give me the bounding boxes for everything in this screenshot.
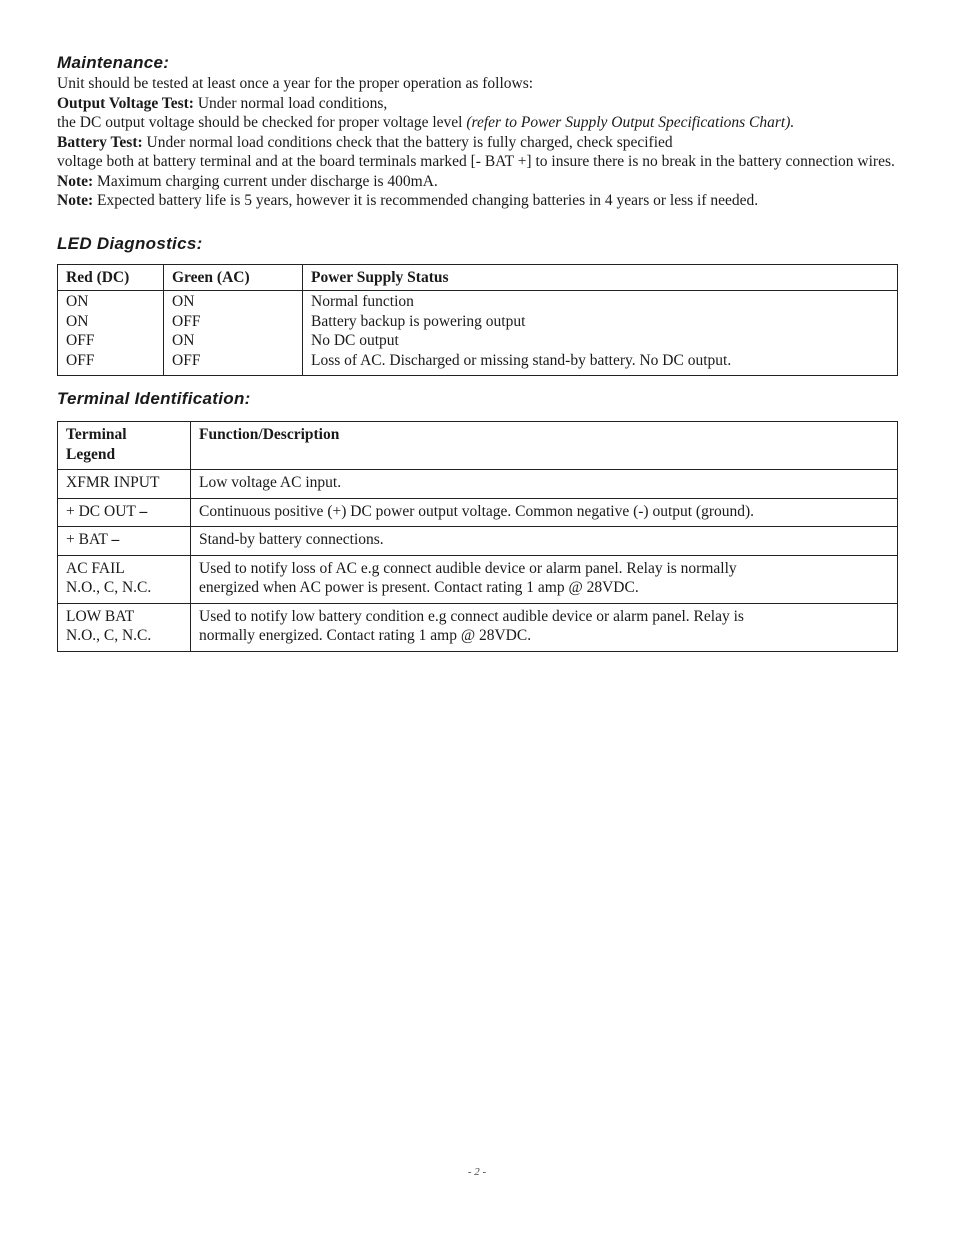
legend-line2: N.O., C, N.C.: [66, 579, 152, 596]
header-legend-line1: Terminal: [66, 426, 127, 443]
header-green-ac: Green (AC): [164, 264, 303, 291]
maintenance-intro: Unit should be tested at least once a year for the proper operation as follows:: [57, 75, 534, 92]
note-charging-current: [57, 172, 898, 192]
legend-line1: + DC OUT: [66, 502, 140, 520]
legend-line1: AC FAIL: [66, 559, 125, 577]
output-test-text: Under normal load conditions,: [193, 94, 388, 112]
battery-test-line2: voltage both at battery terminal and at the board terminals marked [- BAT +] to insure there is no break in the battery connection wires.: [57, 153, 895, 170]
header-red-dc: Red (DC): [58, 264, 164, 291]
green-ac-value: OFF: [172, 312, 201, 330]
terminal-legend-cell: [58, 470, 191, 499]
red-dc-value: ON: [66, 293, 89, 310]
description-line1: Low voltage AC input.: [199, 474, 342, 491]
output-test-label: Output Voltage Test:: [57, 94, 194, 112]
header-function-description: Function/Description: [191, 422, 898, 470]
legend-line2: N.O., C, N.C.: [66, 627, 152, 644]
header-legend-line2: Legend: [66, 445, 116, 463]
header-terminal-legend: [58, 422, 191, 470]
terminal-description-cell: [191, 527, 898, 556]
led-table-header-row: [58, 264, 898, 291]
description-line1: Used to notify loss of AC e.g connect audible device or alarm panel. Relay is normally: [199, 559, 737, 577]
led-diagnostics-heading: LED Diagnostics:: [57, 233, 203, 253]
table-row: [58, 498, 898, 527]
header-power-supply-status: Power Supply Status: [303, 264, 898, 291]
battery-test-label: Battery Test:: [57, 133, 143, 151]
terminal-description-cell: [191, 555, 898, 603]
red-dc-value: OFF: [66, 351, 95, 369]
maintenance-heading: Maintenance:: [57, 53, 170, 72]
status-value: Normal function: [311, 293, 414, 310]
led-table-body-row: [58, 291, 898, 376]
terminal-legend-cell: [58, 555, 191, 603]
note2-label: Note:: [57, 192, 94, 209]
terminal-identification-heading: Terminal Identification:: [57, 389, 251, 408]
note1-text: Maximum charging current under discharge is 400mA.: [93, 172, 438, 190]
red-dc-value: ON: [66, 312, 89, 330]
legend-line1: LOW BAT: [66, 607, 135, 625]
terminal-table-header-row: [58, 422, 898, 470]
battery-test: [57, 133, 898, 153]
output-voltage-test: [57, 94, 898, 114]
description-line2: normally energized. Contact rating 1 amp @ 28VDC.: [199, 627, 532, 644]
terminal-identification-table: [57, 421, 898, 652]
legend-line1: XFMR INPUT: [66, 474, 160, 491]
table-row: [58, 527, 898, 556]
legend-line1: + BAT: [66, 531, 112, 548]
status-column: [303, 291, 898, 376]
terminal-legend-cell: [58, 603, 191, 651]
green-ac-value: OFF: [172, 351, 201, 369]
status-value: Loss of AC. Discharged or missing stand-by battery. No DC output.: [311, 351, 732, 369]
negative-dash: –: [139, 502, 148, 520]
terminal-description-cell: [191, 603, 898, 651]
document-page: [57, 52, 898, 652]
table-row: [58, 555, 898, 603]
green-ac-value: ON: [172, 332, 195, 349]
output-test-reference: (refer to Power Supply Output Specifications Chart).: [466, 114, 795, 131]
table-row: [58, 470, 898, 499]
led-diagnostics-table: [57, 264, 898, 377]
status-value: Battery backup is powering output: [311, 312, 526, 330]
page-number: - 2 -: [467, 1166, 487, 1178]
description-line2: energized when AC power is present. Contact rating 1 amp @ 28VDC.: [199, 579, 639, 596]
table-row: [58, 603, 898, 651]
status-value: No DC output: [311, 332, 399, 349]
red-dc-column: [58, 291, 164, 376]
output-test-line2: the DC output voltage should be checked for proper voltage level: [57, 114, 467, 131]
description-line1: Used to notify low battery condition e.g connect audible device or alarm panel. Relay is: [199, 607, 744, 625]
battery-test-text: Under normal load conditions check that the battery is fully charged, check specified: [142, 133, 673, 151]
description-line1: Continuous positive (+) DC power output voltage. Common negative (-) output (ground).: [199, 502, 755, 520]
green-ac-column: [164, 291, 303, 376]
red-dc-value: OFF: [66, 332, 95, 349]
description-line1: Stand-by battery connections.: [199, 531, 384, 548]
terminal-description-cell: [191, 470, 898, 499]
terminal-legend-cell: [58, 498, 191, 527]
note1-label: Note:: [57, 172, 94, 190]
output-voltage-test-line2: [57, 113, 898, 133]
green-ac-value: ON: [172, 293, 195, 310]
note2-text: Expected battery life is 5 years, however it is recommended changing batteries in 4 years or less if needed.: [93, 192, 759, 209]
negative-dash: –: [111, 531, 120, 548]
terminal-description-cell: [191, 498, 898, 527]
terminal-legend-cell: [58, 527, 191, 556]
note-battery-life: [57, 191, 898, 211]
